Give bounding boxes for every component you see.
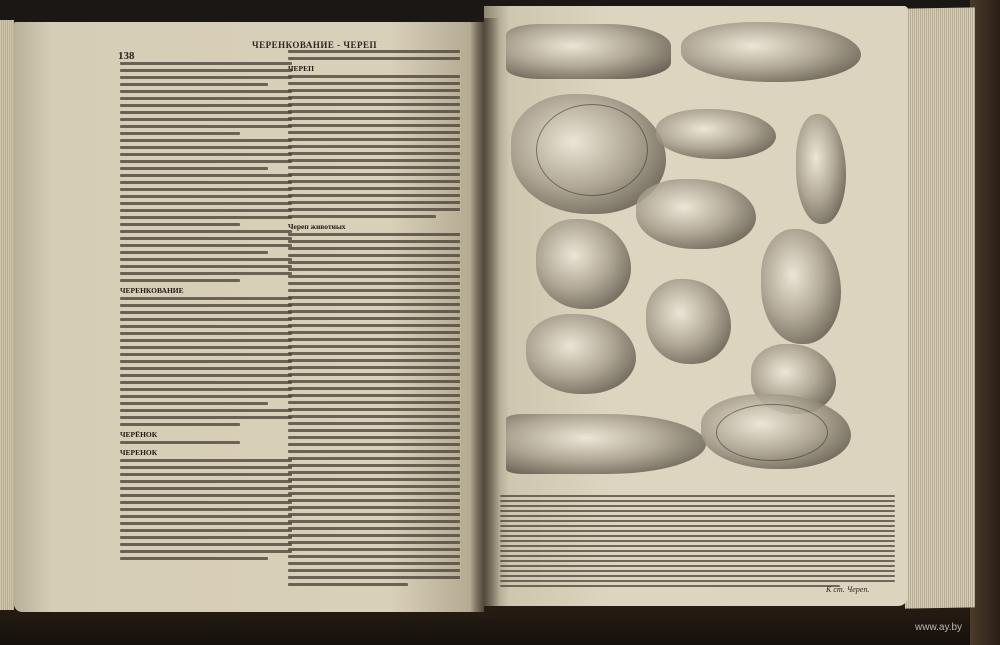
fish-skeleton-illustration bbox=[506, 24, 671, 79]
figure-credit: К ст. Череп. bbox=[826, 585, 870, 594]
frog-skull-illustration bbox=[646, 279, 731, 364]
figure-caption bbox=[500, 495, 895, 590]
figure-outline bbox=[536, 104, 648, 196]
shark-skull-illustration bbox=[681, 22, 861, 82]
skull-illustrations bbox=[496, 14, 901, 484]
page-stack-right bbox=[905, 7, 975, 608]
lizard-skull-illustration bbox=[636, 179, 756, 249]
skull-top-view-illustration bbox=[796, 114, 846, 224]
cat-skull-top-illustration bbox=[761, 229, 841, 344]
page-number: 138 bbox=[118, 50, 135, 62]
entry-heading: ЧЕРЕНКОВАНИЕ bbox=[120, 286, 184, 295]
running-head: ЧЕРЕНКОВАНИЕ - ЧЕРЕП bbox=[252, 40, 377, 50]
entry-heading: ЧЕРЁНОК bbox=[120, 430, 158, 439]
entry-heading: Череп животных bbox=[288, 222, 346, 231]
entry-heading: ЧЕРЕП bbox=[288, 64, 314, 73]
watermark: www.ay.by bbox=[915, 622, 963, 633]
entry-heading: ЧЕРЕНОК bbox=[120, 448, 158, 457]
text-column-right bbox=[288, 50, 460, 590]
bird-skull-illustration bbox=[506, 414, 706, 474]
amphibian-skull-illustration bbox=[536, 219, 631, 309]
fish-skull-side-illustration bbox=[526, 314, 636, 394]
crocodile-skull-illustration bbox=[656, 109, 776, 159]
figure-outline bbox=[716, 404, 828, 461]
page-stack-left bbox=[0, 20, 14, 610]
text-column-left bbox=[120, 62, 292, 602]
